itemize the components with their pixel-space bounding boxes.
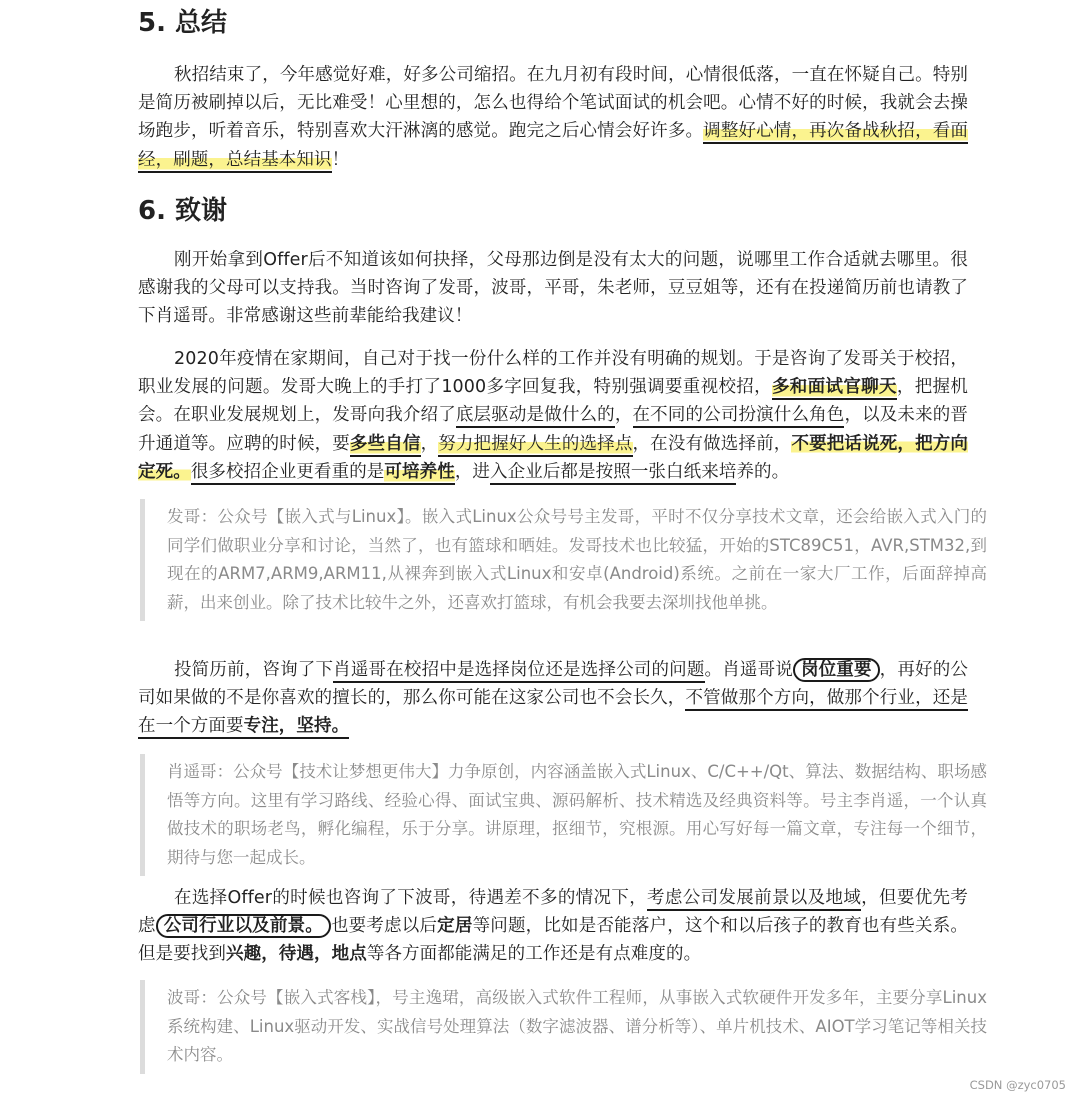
highlight-talk-interviewer: 多和面试官聊天 (772, 377, 897, 400)
blockquote-bo: 波哥：公众号【嵌入式客栈】，号主逸珺，高级嵌入式软件工程师，从事嵌入式软硬件开发多年，主要分享Linux系统构建、Linux驱动开发、实战信号处理算法（数字滤波器、谱分析等）、单片机技术、AIOT学习笔记等相关技术内容。 (140, 980, 987, 1074)
blockquote-xiaoyao: 肖遥哥：公众号【技术让梦想更伟大】力争原创，内容涵盖嵌入式Linux、C/C++/Qt、算法、数据结构、职场感悟等方向。这里有学习路线、经验心得、面试宝典、源码解析、技术精选及经典资料等。号主李肖遥，一个认真做技术的职场老鸟，孵化编程，乐于分享。讲原理，抠细节，究根源。用心写好每一篇文章，专注每一个细节，期待与您一起成长。 (140, 754, 987, 876)
p2-text-i: ， (420, 433, 439, 454)
thanks-paragraph-3 (138, 656, 968, 741)
thanks-paragraph-2 (138, 345, 968, 486)
thanks-paragraph-1: 刚开始拿到Offer后不知道该如何抉择，父母那边倒是没有太大的问题，说哪里工作合适就去哪里。很感谢我的父母可以支持我。当时咨询了发哥，波哥，平哥，朱老师，豆豆姐等，还有在投递简历前也请教了下肖遥哥。非常感谢这些前辈能给我建议！ (138, 250, 968, 327)
summary-text: 秋招结束了，今年感觉好难，好多公司缩招。在九月初有段时间，心情很低落，一直在怀疑自己。特别是简历被刷掉以后，无比难受！心里想的，怎么也得给个笔试面试的机会吧。心情不好的时候，我就会去操场跑步，听着音乐，特别喜欢大汗淋漓的感觉。跑完之后心情会好许多。 (138, 65, 968, 142)
thanks-paragraph-4 (138, 884, 968, 969)
blockquote-fage: 发哥：公众号【嵌入式与Linux】。嵌入式Linux公众号号主发哥，平时不仅分享技术文章，还会给嵌入式入门的同学们做职业分享和讨论，当然了，也有篮球和晒娃。发哥技术也比较猛，开始的STC89C51，AVR,STM32,到现在的ARM7,ARM9,ARM11,从裸奔到嵌入式Linux和安卓(Android)系统。之前在一家大厂工作，后面辞掉高薪，出来创业。除了技术比较牛之外，还喜欢打篮球，有机会我要去深圳找他单挑。 (140, 499, 987, 621)
summary-end-mark: ！ (331, 149, 350, 170)
summary-paragraph (138, 61, 968, 174)
underline-position-or-company: 肖遥哥在校招中是选择岗位还是选择公司的问题 (333, 660, 704, 683)
p3-text-e: ，再好的公司如果做的不是你喜欢的擅长的，那么你可能在这家公司也不会长久， (138, 660, 969, 709)
circled-industry-prospects: 公司行业以及前景。 (156, 914, 331, 938)
p2-text-c: ，把握机会。在职业发展规划上，发哥向我介绍了 (138, 377, 969, 426)
p4-text-c: ，但要优先考虑 (138, 888, 968, 937)
underline-companies: 很多校招企业更看重的是 (191, 462, 385, 485)
p4-text-g: 等问题，比如是否能落户，这个和以后孩子的教育也有些关系。但是要找到 (138, 916, 968, 965)
underline-focus-persist: 专注，坚持。 (244, 716, 350, 739)
underline-development-region: 考虑公司发展前景以及地域 (647, 888, 861, 911)
highlight-choice-point: 努力把握好人生的选择点 (438, 434, 632, 457)
circled-position-important: 岗位重要 (793, 658, 880, 682)
p4-text-i: 等各方面都能满足的工作还是有点难度的。 (366, 944, 702, 965)
p4-text-e: 也要考虑以后 (330, 916, 438, 937)
bold-interest-pay-location: 兴趣，待遇，地点 (226, 944, 367, 965)
p2-text-o: ，进 (454, 461, 491, 482)
underline-any-direction: 不管做那个方向，做那个行业，还是在一个方面要 (138, 688, 968, 739)
underline-roles: 在不同的公司扮演什么角色 (633, 405, 845, 428)
p2-text-g: ，以及未来的晋升通道等。应聘的时候，要 (138, 405, 968, 454)
highlight-confidence: 多些自信 (350, 434, 421, 457)
highlight-dont-fix-direction: 不要把话说死，把方向定死。 (138, 433, 968, 482)
p2-text-e: ， (614, 405, 633, 426)
p2-text-a: 2020年疫情在家期间，自己对于找一份什么样的工作并没有明确的规划。于是咨询了发哥关于校招，职业发展的问题。发哥大晚上的手打了1000多字回复我，特别强调要重视校招， (138, 349, 968, 398)
p3-text-a: 投简历前，咨询了下 (174, 660, 334, 680)
bold-settle: 定居 (437, 916, 473, 937)
p2-text-k: ，在没有做选择前， (632, 433, 792, 454)
p4-text-a: 在选择Offer的时候也咨询了下波哥，待遇差不多的情况下， (174, 888, 648, 908)
highlight-trainability: 可培养性 (384, 462, 454, 485)
p2-text-q: 养的。 (736, 461, 790, 482)
highlight-adjust-mood: 调整好心情，再次备战秋招，看面经，刷题，总结基本知识 (138, 121, 968, 172)
section-heading-thanks: 6. 致谢 (138, 196, 228, 226)
p3-text-c: 。肖遥哥说 (704, 660, 793, 680)
underline-blank-paper: 入企业后都是按照一张白纸来培 (490, 462, 736, 485)
watermark: CSDN @zyc0705 (969, 1078, 1066, 1092)
section-heading-summary: 5. 总结 (138, 8, 228, 38)
underline-driver: 底层驱动是做什么的 (456, 405, 615, 428)
